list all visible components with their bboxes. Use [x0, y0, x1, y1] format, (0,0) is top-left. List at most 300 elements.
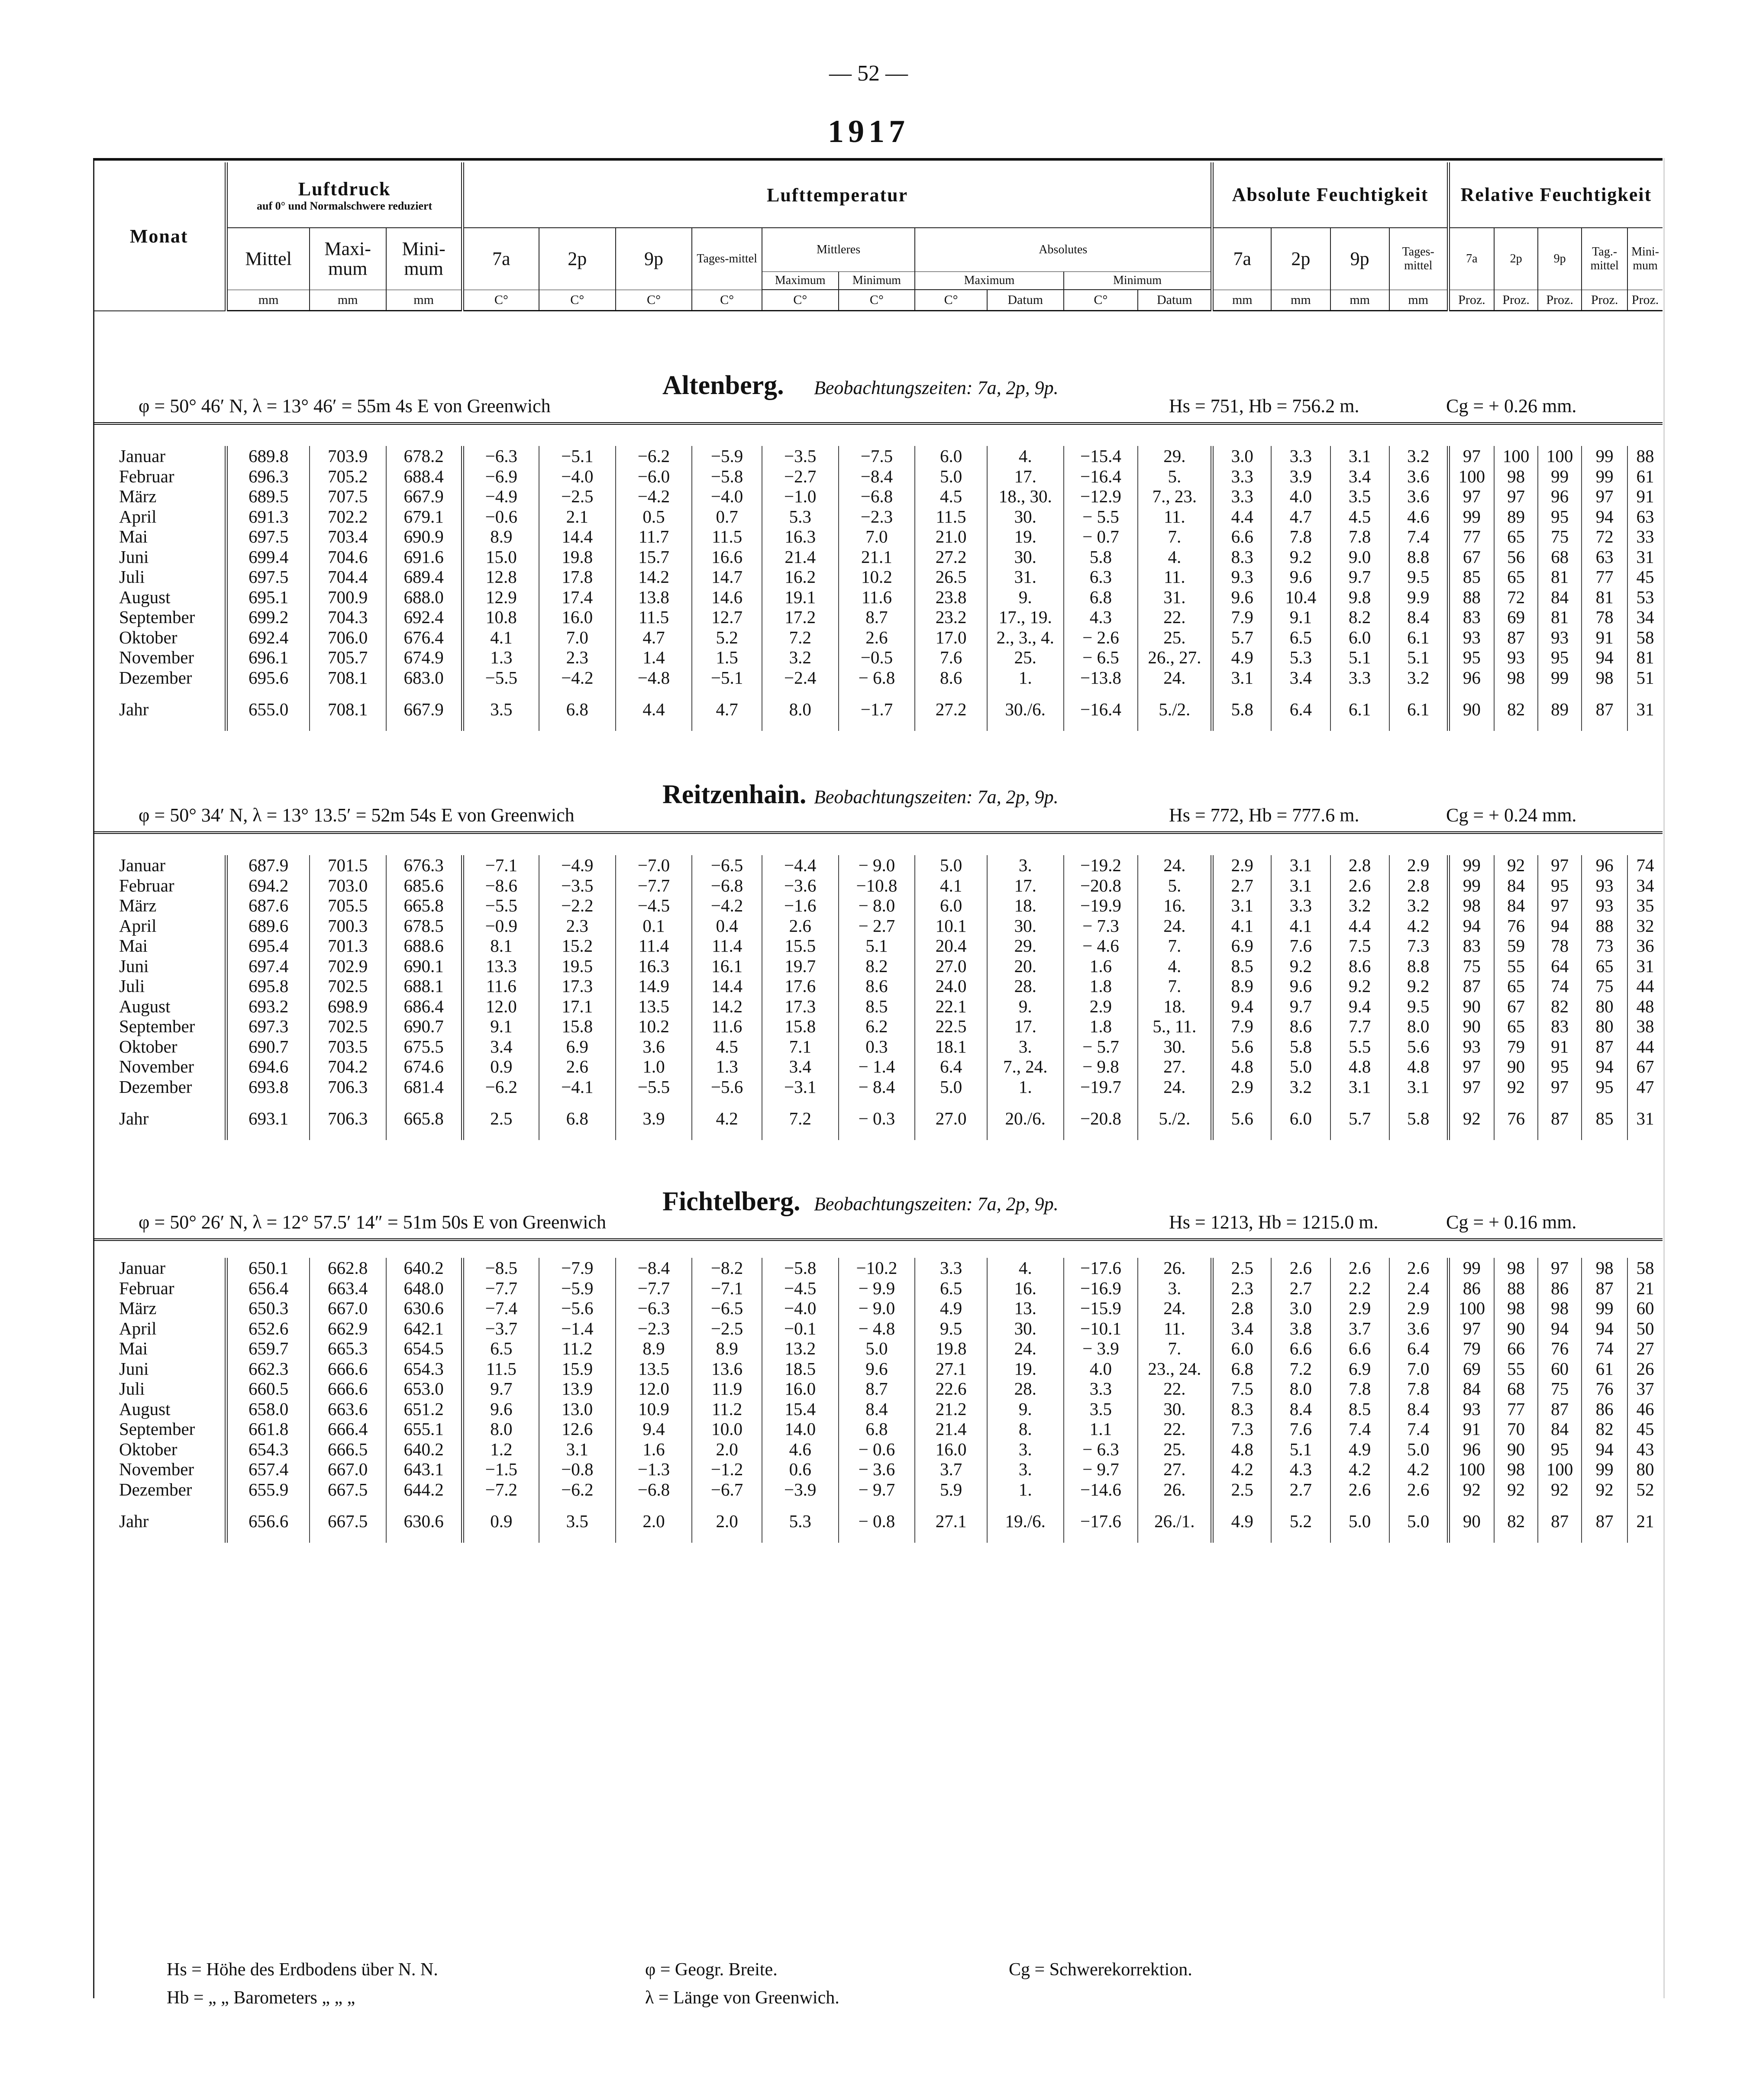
value-cell: 4.9 — [1212, 1499, 1271, 1543]
value-cell: 5.5 — [1330, 1037, 1389, 1057]
month-cell: November — [93, 1459, 226, 1480]
value-cell: 9.5 — [915, 1318, 987, 1339]
value-cell: −0.8 — [539, 1459, 616, 1480]
value-cell: −0.5 — [839, 647, 915, 668]
value-cell: 4.0 — [1271, 486, 1330, 507]
value-cell: −5.9 — [539, 1278, 616, 1299]
value-cell: 630.6 — [386, 1298, 463, 1318]
value-cell: 24. — [1138, 1077, 1212, 1097]
value-cell: 707.5 — [310, 486, 386, 507]
value-cell: −12.9 — [1064, 486, 1138, 507]
value-cell: 667.9 — [386, 688, 463, 731]
value-cell: 697.4 — [226, 956, 310, 976]
value-cell: 88 — [1636, 446, 1654, 466]
value-cell: 689.4 — [386, 567, 463, 587]
value-cell: 14.6 — [692, 587, 762, 607]
value-cell: 9.7 — [1330, 567, 1389, 587]
value-cell: 76 — [1582, 1379, 1627, 1399]
value-cell: 23.8 — [915, 587, 987, 607]
value-cell: 674.9 — [386, 647, 463, 668]
month-cell: Januar — [93, 855, 226, 876]
value-cell: 689.6 — [226, 916, 310, 936]
value-cell: 8.6 — [1330, 956, 1389, 976]
value-cell: 6.6 — [1330, 1338, 1389, 1359]
value-cell: 688.4 — [386, 466, 463, 487]
value-cell: 33 — [1636, 527, 1654, 546]
value-cell: 4.6 — [1389, 507, 1448, 527]
value-cell: 12.9 — [462, 587, 539, 607]
value-cell: 29. — [1138, 446, 1212, 466]
value-cell: 100 — [1448, 1298, 1494, 1318]
value-cell: 16.1 — [692, 956, 762, 976]
col-7a: 7a — [462, 228, 539, 290]
value-cell: 94 — [1582, 1318, 1627, 1339]
unit: C° — [462, 290, 539, 311]
value-cell: 11. — [1138, 507, 1212, 527]
value-cell: 2.3 — [539, 647, 616, 668]
value-cell: 4.9 — [915, 1298, 987, 1318]
value-cell: 4.0 — [1064, 1359, 1138, 1379]
top-rule — [93, 158, 1663, 161]
value-cell: −1.4 — [539, 1318, 616, 1339]
unit: mm — [1389, 290, 1448, 311]
value-cell: 11.9 — [692, 1379, 762, 1399]
value-cell: 660.5 — [226, 1379, 310, 1399]
value-cell: 91 — [1636, 486, 1654, 506]
value-cell: 3. — [987, 855, 1064, 876]
month-cell: September — [93, 1419, 226, 1439]
value-cell: − 6.5 — [1064, 647, 1138, 668]
value-cell: 4.2 — [692, 1097, 762, 1140]
value-cell: 99 — [1582, 466, 1627, 487]
value-cell: −6.2 — [539, 1480, 616, 1500]
value-cell: 9.6 — [1212, 587, 1271, 607]
value-cell: 6.8 — [839, 1419, 915, 1439]
value-cell: −0.6 — [462, 507, 539, 527]
value-cell: 15.0 — [462, 547, 539, 567]
value-cell: 31. — [1138, 587, 1212, 607]
value-cell: 4.8 — [1212, 1439, 1271, 1460]
value-cell: −6.8 — [616, 1480, 692, 1500]
station-obs-times: Beobachtungszeiten: 7a, 2p, 9p. — [814, 786, 1059, 808]
value-cell: 13.5 — [616, 1359, 692, 1379]
month-cell: Dezember — [93, 668, 226, 688]
value-cell: 15.5 — [762, 936, 839, 956]
value-cell: 5.2 — [1271, 1499, 1330, 1543]
value-cell: 667.5 — [310, 1480, 386, 1500]
value-cell: 8. — [987, 1419, 1064, 1439]
value-cell: 674.6 — [386, 1056, 463, 1077]
value-cell: 95 — [1538, 1439, 1582, 1460]
lufttemperatur-header: Lufttemperatur — [462, 162, 1212, 228]
value-cell: 4.1 — [1271, 916, 1330, 936]
value-cell: −14.6 — [1064, 1480, 1138, 1500]
value-cell: 6.4 — [1389, 1338, 1448, 1359]
station-table-altenberg — [93, 446, 1663, 731]
value-cell: 8.0 — [1389, 1016, 1448, 1037]
legend-hb: Hb = „ „ Barometers „ „ „ — [167, 1988, 355, 2008]
value-cell: −17.6 — [1064, 1258, 1138, 1278]
value-cell: 9.6 — [1271, 976, 1330, 996]
value-cell: −2.5 — [539, 486, 616, 507]
month-cell: April — [93, 916, 226, 936]
value-cell: 58 — [1636, 1258, 1654, 1278]
month-cell: Juni — [93, 547, 226, 567]
value-cell: 95 — [1448, 647, 1494, 668]
value-cell: 96 — [1448, 1439, 1494, 1460]
value-cell: 4.2 — [1389, 916, 1448, 936]
value-cell: 1.8 — [1064, 976, 1138, 996]
value-cell: −7.7 — [616, 876, 692, 896]
value-cell: 97 — [1538, 855, 1582, 876]
value-cell: 11.5 — [915, 507, 987, 527]
value-cell: −7.4 — [462, 1298, 539, 1318]
value-cell: 648.0 — [386, 1278, 463, 1299]
value-cell: 3.8 — [1271, 1318, 1330, 1339]
value-cell: 7.8 — [1330, 1379, 1389, 1399]
value-cell: 691.3 — [226, 507, 310, 527]
value-cell: 4. — [1138, 547, 1212, 567]
value-cell: 7.2 — [762, 627, 839, 648]
value-cell: 10.2 — [839, 567, 915, 587]
month-cell: August — [93, 1399, 226, 1419]
value-cell: 14.4 — [692, 976, 762, 996]
value-cell: 650.1 — [226, 1258, 310, 1278]
value-cell: 10.8 — [462, 607, 539, 627]
month-cell: Juni — [93, 956, 226, 976]
value-cell: 2.7 — [1271, 1480, 1330, 1500]
value-cell: 659.7 — [226, 1338, 310, 1359]
value-cell: 51 — [1636, 667, 1654, 688]
value-cell: 655.9 — [226, 1480, 310, 1500]
value-cell: 5. — [1138, 876, 1212, 896]
value-cell: 3.4 — [762, 1056, 839, 1077]
value-cell: 8.8 — [1389, 956, 1448, 976]
page-number: — 52 — — [829, 61, 908, 86]
value-cell: 7.3 — [1389, 936, 1448, 956]
value-cell: 60 — [1538, 1359, 1582, 1379]
month-cell: Juli — [93, 1379, 226, 1399]
value-cell: 17. — [987, 1016, 1064, 1037]
value-cell: −6.8 — [692, 876, 762, 896]
value-cell: −6.9 — [462, 466, 539, 487]
value-cell: 1.5 — [692, 647, 762, 668]
value-cell: 2.6 — [1330, 1258, 1389, 1278]
value-cell: 667.5 — [310, 1499, 386, 1543]
value-cell: −5.9 — [692, 446, 762, 466]
value-cell: 7.3 — [1212, 1419, 1271, 1439]
month-cell: März — [93, 895, 226, 916]
value-cell: 3.1 — [1271, 855, 1330, 876]
value-cell: 7.9 — [1212, 1016, 1271, 1037]
value-cell: 92 — [1494, 1480, 1538, 1500]
value-cell: 32 — [1636, 915, 1654, 936]
value-cell: 703.9 — [310, 446, 386, 466]
value-cell: 27.0 — [915, 1097, 987, 1140]
value-cell: −5.1 — [539, 446, 616, 466]
value-cell: 74 — [1538, 976, 1582, 996]
value-cell: 87 — [1538, 1399, 1582, 1419]
value-cell: 4.3 — [1271, 1459, 1330, 1480]
value-cell: 24.0 — [915, 976, 987, 996]
value-cell: 20. — [987, 956, 1064, 976]
value-cell: 21.4 — [762, 547, 839, 567]
value-cell: 3.1 — [1330, 1077, 1389, 1097]
value-cell: 65 — [1582, 956, 1627, 976]
value-cell: 4.1 — [1212, 916, 1271, 936]
value-cell: 34 — [1636, 607, 1654, 627]
value-cell: 87 — [1448, 976, 1494, 996]
value-cell: 31 — [1636, 546, 1654, 567]
value-cell: 2.3 — [1212, 1278, 1271, 1299]
value-cell: 3.2 — [1271, 1077, 1330, 1097]
value-cell: 6.8 — [539, 688, 616, 731]
value-cell: −7.1 — [462, 855, 539, 876]
value-cell: 98 — [1538, 1298, 1582, 1318]
value-cell: 44 — [1636, 1036, 1654, 1056]
value-cell: −5.1 — [692, 668, 762, 688]
value-cell: 690.7 — [226, 1037, 310, 1057]
value-cell: 7.9 — [1212, 607, 1271, 627]
value-cell: 15.2 — [539, 936, 616, 956]
value-cell: 1.3 — [462, 647, 539, 668]
value-cell: 689.5 — [226, 486, 310, 507]
value-cell: −3.7 — [462, 1318, 539, 1339]
value-cell: 3.2 — [1389, 895, 1448, 916]
value-cell: 13. — [987, 1298, 1064, 1318]
value-cell: 2.9 — [1330, 1298, 1389, 1318]
value-cell: 8.5 — [1212, 956, 1271, 976]
value-cell: 18., 30. — [987, 486, 1064, 507]
value-cell: 11.6 — [692, 1016, 762, 1037]
value-cell: 15.8 — [539, 1016, 616, 1037]
table-row — [93, 466, 1663, 487]
table-row — [93, 1258, 1663, 1278]
value-cell: 693.2 — [226, 996, 310, 1017]
value-cell: 11.6 — [462, 976, 539, 996]
value-cell: 22.5 — [915, 1016, 987, 1037]
value-cell: 9.1 — [462, 1016, 539, 1037]
table-row — [93, 1338, 1663, 1359]
value-cell: 81 — [1538, 567, 1582, 587]
month-cell: Juni — [93, 1359, 226, 1379]
value-cell: 9.2 — [1271, 956, 1330, 976]
value-cell: −2.2 — [539, 895, 616, 916]
value-cell: 6.9 — [1212, 936, 1271, 956]
value-cell: 8.7 — [839, 607, 915, 627]
value-cell: 9.0 — [1330, 547, 1389, 567]
value-cell: 53 — [1636, 587, 1654, 607]
value-cell: 4.1 — [915, 876, 987, 896]
value-cell: 30. — [987, 916, 1064, 936]
value-cell: 7.8 — [1271, 527, 1330, 547]
value-cell: 88 — [1494, 1278, 1538, 1299]
table-row — [93, 668, 1663, 688]
legend-phi: φ = Geogr. Breite. — [645, 1960, 778, 1980]
value-cell: 2.7 — [1271, 1278, 1330, 1299]
value-cell: 8.0 — [762, 688, 839, 731]
value-cell: 16.2 — [762, 567, 839, 587]
value-cell: 683.0 — [386, 668, 463, 688]
value-cell: − 8.4 — [839, 1077, 915, 1097]
value-cell: 702.5 — [310, 1016, 386, 1037]
value-cell: −2.3 — [616, 1318, 692, 1339]
value-cell: 4.5 — [1330, 507, 1389, 527]
value-cell: −2.4 — [762, 668, 839, 688]
value-cell: 7.4 — [1330, 1419, 1389, 1439]
value-cell: 9.7 — [1271, 996, 1330, 1017]
value-cell: 31 — [1636, 956, 1654, 976]
value-cell: 11.4 — [616, 936, 692, 956]
station-obs-times: Beobachtungszeiten: 7a, 2p, 9p. — [814, 377, 1059, 398]
unit: C° — [915, 290, 987, 311]
value-cell: 12.6 — [539, 1419, 616, 1439]
legend-cg: Cg = Schwerekorrektion. — [1009, 1960, 1192, 1980]
value-cell: 21.0 — [915, 527, 987, 547]
value-cell: 6.9 — [1330, 1359, 1389, 1379]
value-cell: 7. — [1138, 1338, 1212, 1359]
value-cell: 4.9 — [1330, 1439, 1389, 1460]
value-cell: 26.5 — [915, 567, 987, 587]
value-cell: 8.4 — [839, 1399, 915, 1419]
value-cell: 65 — [1494, 976, 1538, 996]
value-cell: 3.9 — [1271, 466, 1330, 487]
value-cell: −15.4 — [1064, 446, 1138, 466]
value-cell: − 9.0 — [839, 1298, 915, 1318]
value-cell: 99 — [1448, 876, 1494, 896]
value-cell: 16.3 — [762, 527, 839, 547]
value-cell: 99 — [1582, 446, 1627, 466]
value-cell: −8.2 — [692, 1258, 762, 1278]
value-cell: −4.2 — [539, 668, 616, 688]
value-cell: 653.0 — [386, 1379, 463, 1399]
value-cell: 703.0 — [310, 876, 386, 896]
value-cell: 30. — [1138, 1399, 1212, 1419]
value-cell: 5.3 — [762, 507, 839, 527]
value-cell: 82 — [1494, 1499, 1538, 1543]
value-cell: 9.7 — [462, 1379, 539, 1399]
value-cell: −5.5 — [616, 1077, 692, 1097]
unit: C° — [692, 290, 762, 311]
value-cell: 1.2 — [462, 1439, 539, 1460]
value-cell: 18.5 — [762, 1359, 839, 1379]
value-cell: 667.0 — [310, 1298, 386, 1318]
value-cell: 82 — [1494, 688, 1538, 731]
table-row — [93, 895, 1663, 916]
value-cell: 90 — [1448, 996, 1494, 1017]
value-cell: 5.0 — [915, 466, 987, 487]
value-cell: 0.9 — [462, 1056, 539, 1077]
value-cell: 93 — [1448, 627, 1494, 648]
table-row — [93, 446, 1663, 466]
value-cell: 705.5 — [310, 895, 386, 916]
value-cell: 14.4 — [539, 527, 616, 547]
value-cell: 8.6 — [1271, 1016, 1330, 1037]
value-cell: − 2.6 — [1064, 627, 1138, 648]
value-cell: 3.2 — [1389, 668, 1448, 688]
station-height: Hs = 1213, Hb = 1215.0 m. — [1169, 1212, 1379, 1233]
value-cell: 6.1 — [1389, 627, 1448, 648]
value-cell: −8.4 — [839, 466, 915, 487]
value-cell: 95 — [1538, 1056, 1582, 1077]
value-cell: 2.3 — [539, 916, 616, 936]
value-cell: 55 — [1494, 1359, 1538, 1379]
value-cell: 75 — [1538, 527, 1582, 547]
value-cell: 86 — [1538, 1278, 1582, 1299]
month-cell: Februar — [93, 466, 226, 487]
value-cell: 37 — [1636, 1379, 1654, 1399]
table-row — [93, 1056, 1663, 1077]
value-cell: 72 — [1494, 587, 1538, 607]
value-cell: 25. — [1138, 1439, 1212, 1460]
value-cell: 100 — [1448, 466, 1494, 487]
value-cell: 700.3 — [310, 916, 386, 936]
value-cell: 5.2 — [692, 627, 762, 648]
value-cell: 31. — [987, 567, 1064, 587]
unit: Proz. — [1448, 290, 1494, 311]
value-cell: 7.6 — [1271, 1419, 1330, 1439]
value-cell: 690.1 — [386, 956, 463, 976]
value-cell: 8.4 — [1389, 607, 1448, 627]
value-cell: 81 — [1636, 647, 1654, 667]
value-cell: 94 — [1582, 507, 1627, 527]
value-cell: 703.5 — [310, 1037, 386, 1057]
month-cell: Oktober — [93, 1439, 226, 1460]
value-cell: 2.0 — [692, 1439, 762, 1460]
value-cell: 26 — [1636, 1358, 1654, 1379]
value-cell: 9.4 — [1212, 996, 1271, 1017]
value-cell: −1.5 — [462, 1459, 539, 1480]
value-cell: 56 — [1494, 547, 1538, 567]
month-cell: November — [93, 1056, 226, 1077]
col-abs-9p: 9p — [1330, 228, 1389, 290]
value-cell: 96 — [1448, 668, 1494, 688]
value-cell: −7.1 — [692, 1278, 762, 1299]
value-cell: 63 — [1636, 506, 1654, 527]
value-cell: −4.0 — [692, 486, 762, 507]
table-row — [93, 1399, 1663, 1419]
value-cell: −4.0 — [762, 1298, 839, 1318]
value-cell: 45 — [1636, 1419, 1654, 1439]
value-cell: 80 — [1636, 1459, 1654, 1479]
value-cell: 6.0 — [1212, 1338, 1271, 1359]
value-cell: 7.4 — [1389, 1419, 1448, 1439]
value-cell: 45 — [1636, 567, 1654, 587]
value-cell: −6.7 — [692, 1480, 762, 1500]
value-cell: −4.9 — [462, 486, 539, 507]
value-cell: 19. — [987, 527, 1064, 547]
value-cell: 13.5 — [616, 996, 692, 1017]
value-cell: 4.4 — [616, 688, 692, 731]
unit: C° — [839, 290, 915, 311]
value-cell: 86 — [1448, 1278, 1494, 1299]
value-cell: 657.4 — [226, 1459, 310, 1480]
value-cell: −0.9 — [462, 916, 539, 936]
value-cell: 662.8 — [310, 1258, 386, 1278]
value-cell: 5.0 — [1330, 1499, 1389, 1543]
value-cell: 97 — [1582, 486, 1627, 507]
value-cell: 6.0 — [1330, 627, 1389, 648]
value-cell: 640.2 — [386, 1439, 463, 1460]
col-mittel: Mittel — [226, 228, 310, 290]
station-name: Altenberg. — [662, 371, 784, 400]
value-cell: 15.4 — [762, 1399, 839, 1419]
col-tagesmittel: Tages-mittel — [692, 228, 762, 290]
value-cell: 87 — [1582, 1037, 1627, 1057]
value-cell: 2.9 — [1389, 1298, 1448, 1318]
value-cell: 7.8 — [1389, 1379, 1448, 1399]
value-cell: 83 — [1448, 607, 1494, 627]
